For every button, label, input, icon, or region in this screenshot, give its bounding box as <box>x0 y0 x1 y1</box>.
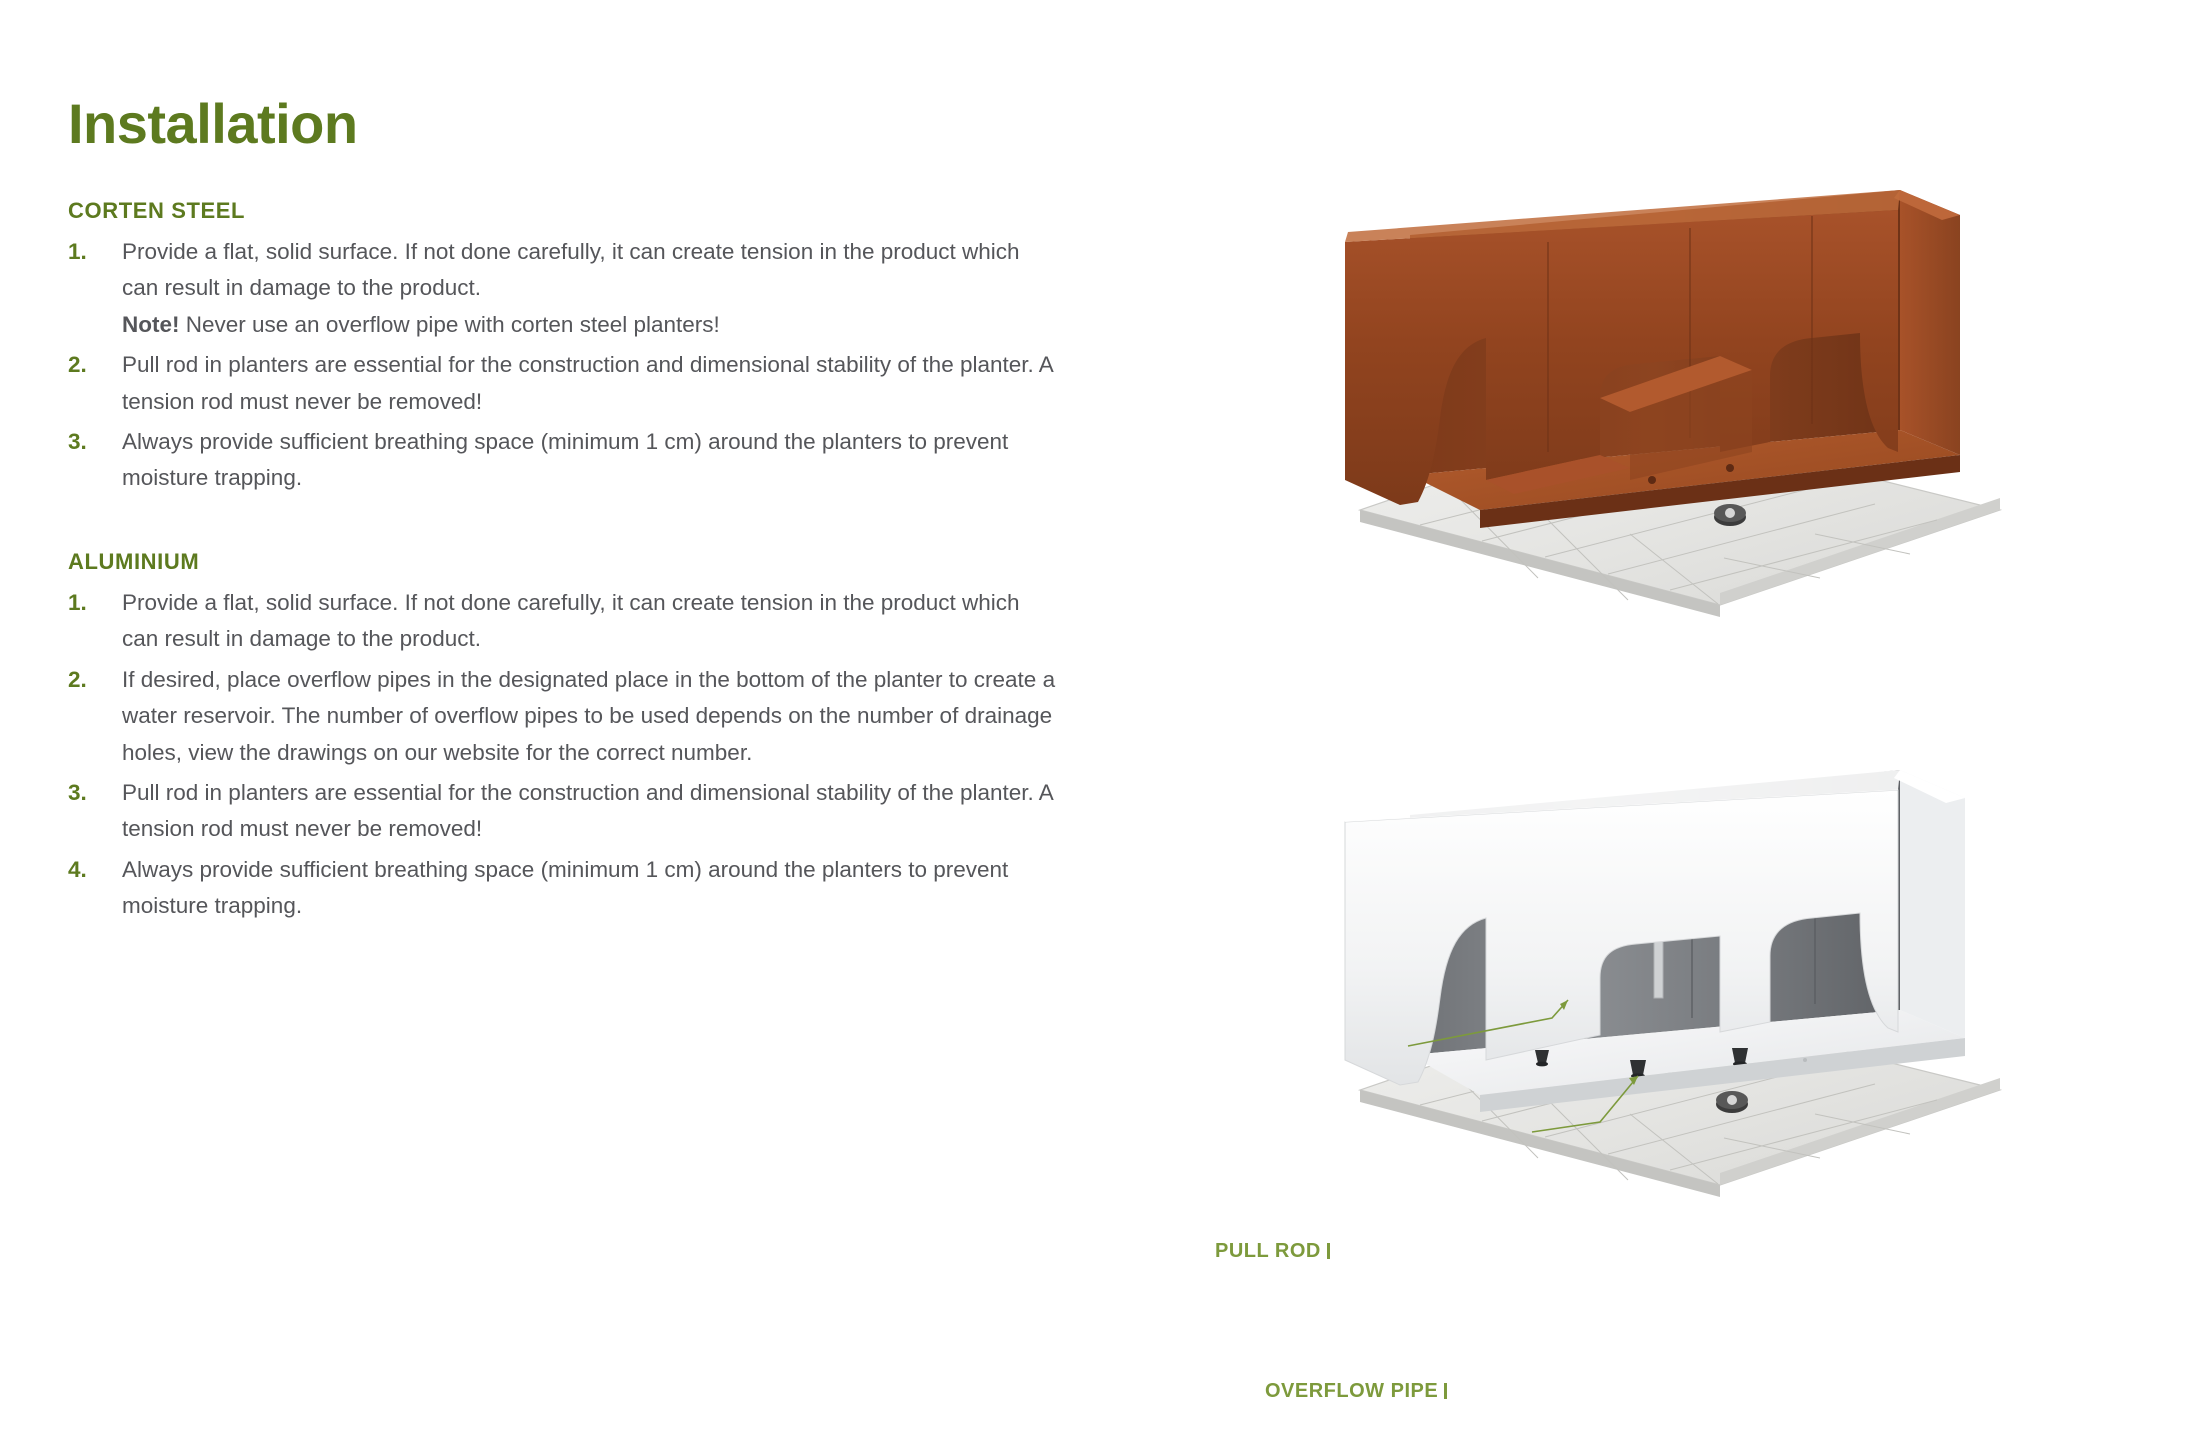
corten-planter-body <box>1345 190 1960 528</box>
figure-corten-planter <box>1300 180 2130 700</box>
callout-overflow-pipe <box>1265 1380 1447 1403</box>
note-label: Note! <box>122 311 180 337</box>
corten-planter-illustration <box>1300 180 2130 700</box>
step-number: 3. <box>68 428 87 454</box>
step-number: 4. <box>68 856 87 882</box>
callout-tick-icon <box>1444 1383 1447 1399</box>
step-number: 2. <box>68 666 87 692</box>
callout-tick-icon <box>1327 1243 1330 1259</box>
step-text: Always provide sufficient breathing space (minimum 1 cm) around the planters to prevent moisture trapping. <box>122 428 1009 491</box>
illustration-column <box>1215 150 2130 1402</box>
section-heading-aluminium: ALUMINIUM <box>68 548 200 574</box>
aluminium-planter-illustration <box>1300 760 2130 1280</box>
list-item <box>68 424 1058 497</box>
page-title: Installation <box>68 92 358 155</box>
steps-list-aluminium <box>68 585 1058 925</box>
step-note <box>122 307 1058 343</box>
step-number: 3. <box>68 780 87 806</box>
steps-list-corten-steel <box>68 234 1058 497</box>
text-column <box>68 92 1058 977</box>
section-aluminium <box>68 549 1058 925</box>
list-item <box>68 347 1058 420</box>
step-text: Provide a flat, solid surface. If not done carefully, it can create tension in the product which can result in damage to the product. <box>122 589 1020 652</box>
aluminium-planter-body <box>1345 770 1965 1113</box>
list-item <box>68 585 1058 658</box>
step-number: 1. <box>68 589 87 615</box>
callout-pull-rod <box>1215 1240 1330 1263</box>
step-number: 2. <box>68 352 87 378</box>
figure-aluminium-planter <box>1215 760 2130 1402</box>
step-text: Always provide sufficient breathing space (minimum 1 cm) around the planters to prevent moisture trapping. <box>122 856 1009 919</box>
list-item <box>68 234 1058 343</box>
step-text: Pull rod in planters are essential for the construction and dimensional stability of the planter. A tension rod must never be removed! <box>122 780 1053 842</box>
step-number: 1. <box>68 238 87 264</box>
callout-pull-rod-label: PULL ROD <box>1215 1240 1321 1262</box>
list-item <box>68 852 1058 925</box>
step-text: Pull rod in planters are essential for the construction and dimensional stability of the planter. A tension rod must never be removed! <box>122 352 1053 414</box>
step-text: If desired, place overflow pipes in the designated place in the bottom of the planter to create a water reservoir. The number of overflow pipes to be used depends on the number of drainage holes, view the drawings on our website for the correct number. <box>122 666 1056 765</box>
section-corten-steel <box>68 198 1058 497</box>
list-item <box>68 775 1058 848</box>
step-text: Provide a flat, solid surface. If not done carefully, it can create tension in the product which can result in damage to the product. <box>122 238 1020 301</box>
list-item <box>68 662 1058 771</box>
callout-overflow-pipe-label: OVERFLOW PIPE <box>1265 1380 1439 1402</box>
section-heading-corten-steel: CORTEN STEEL <box>68 197 246 223</box>
note-text: Never use an overflow pipe with corten steel planters! <box>179 311 720 337</box>
